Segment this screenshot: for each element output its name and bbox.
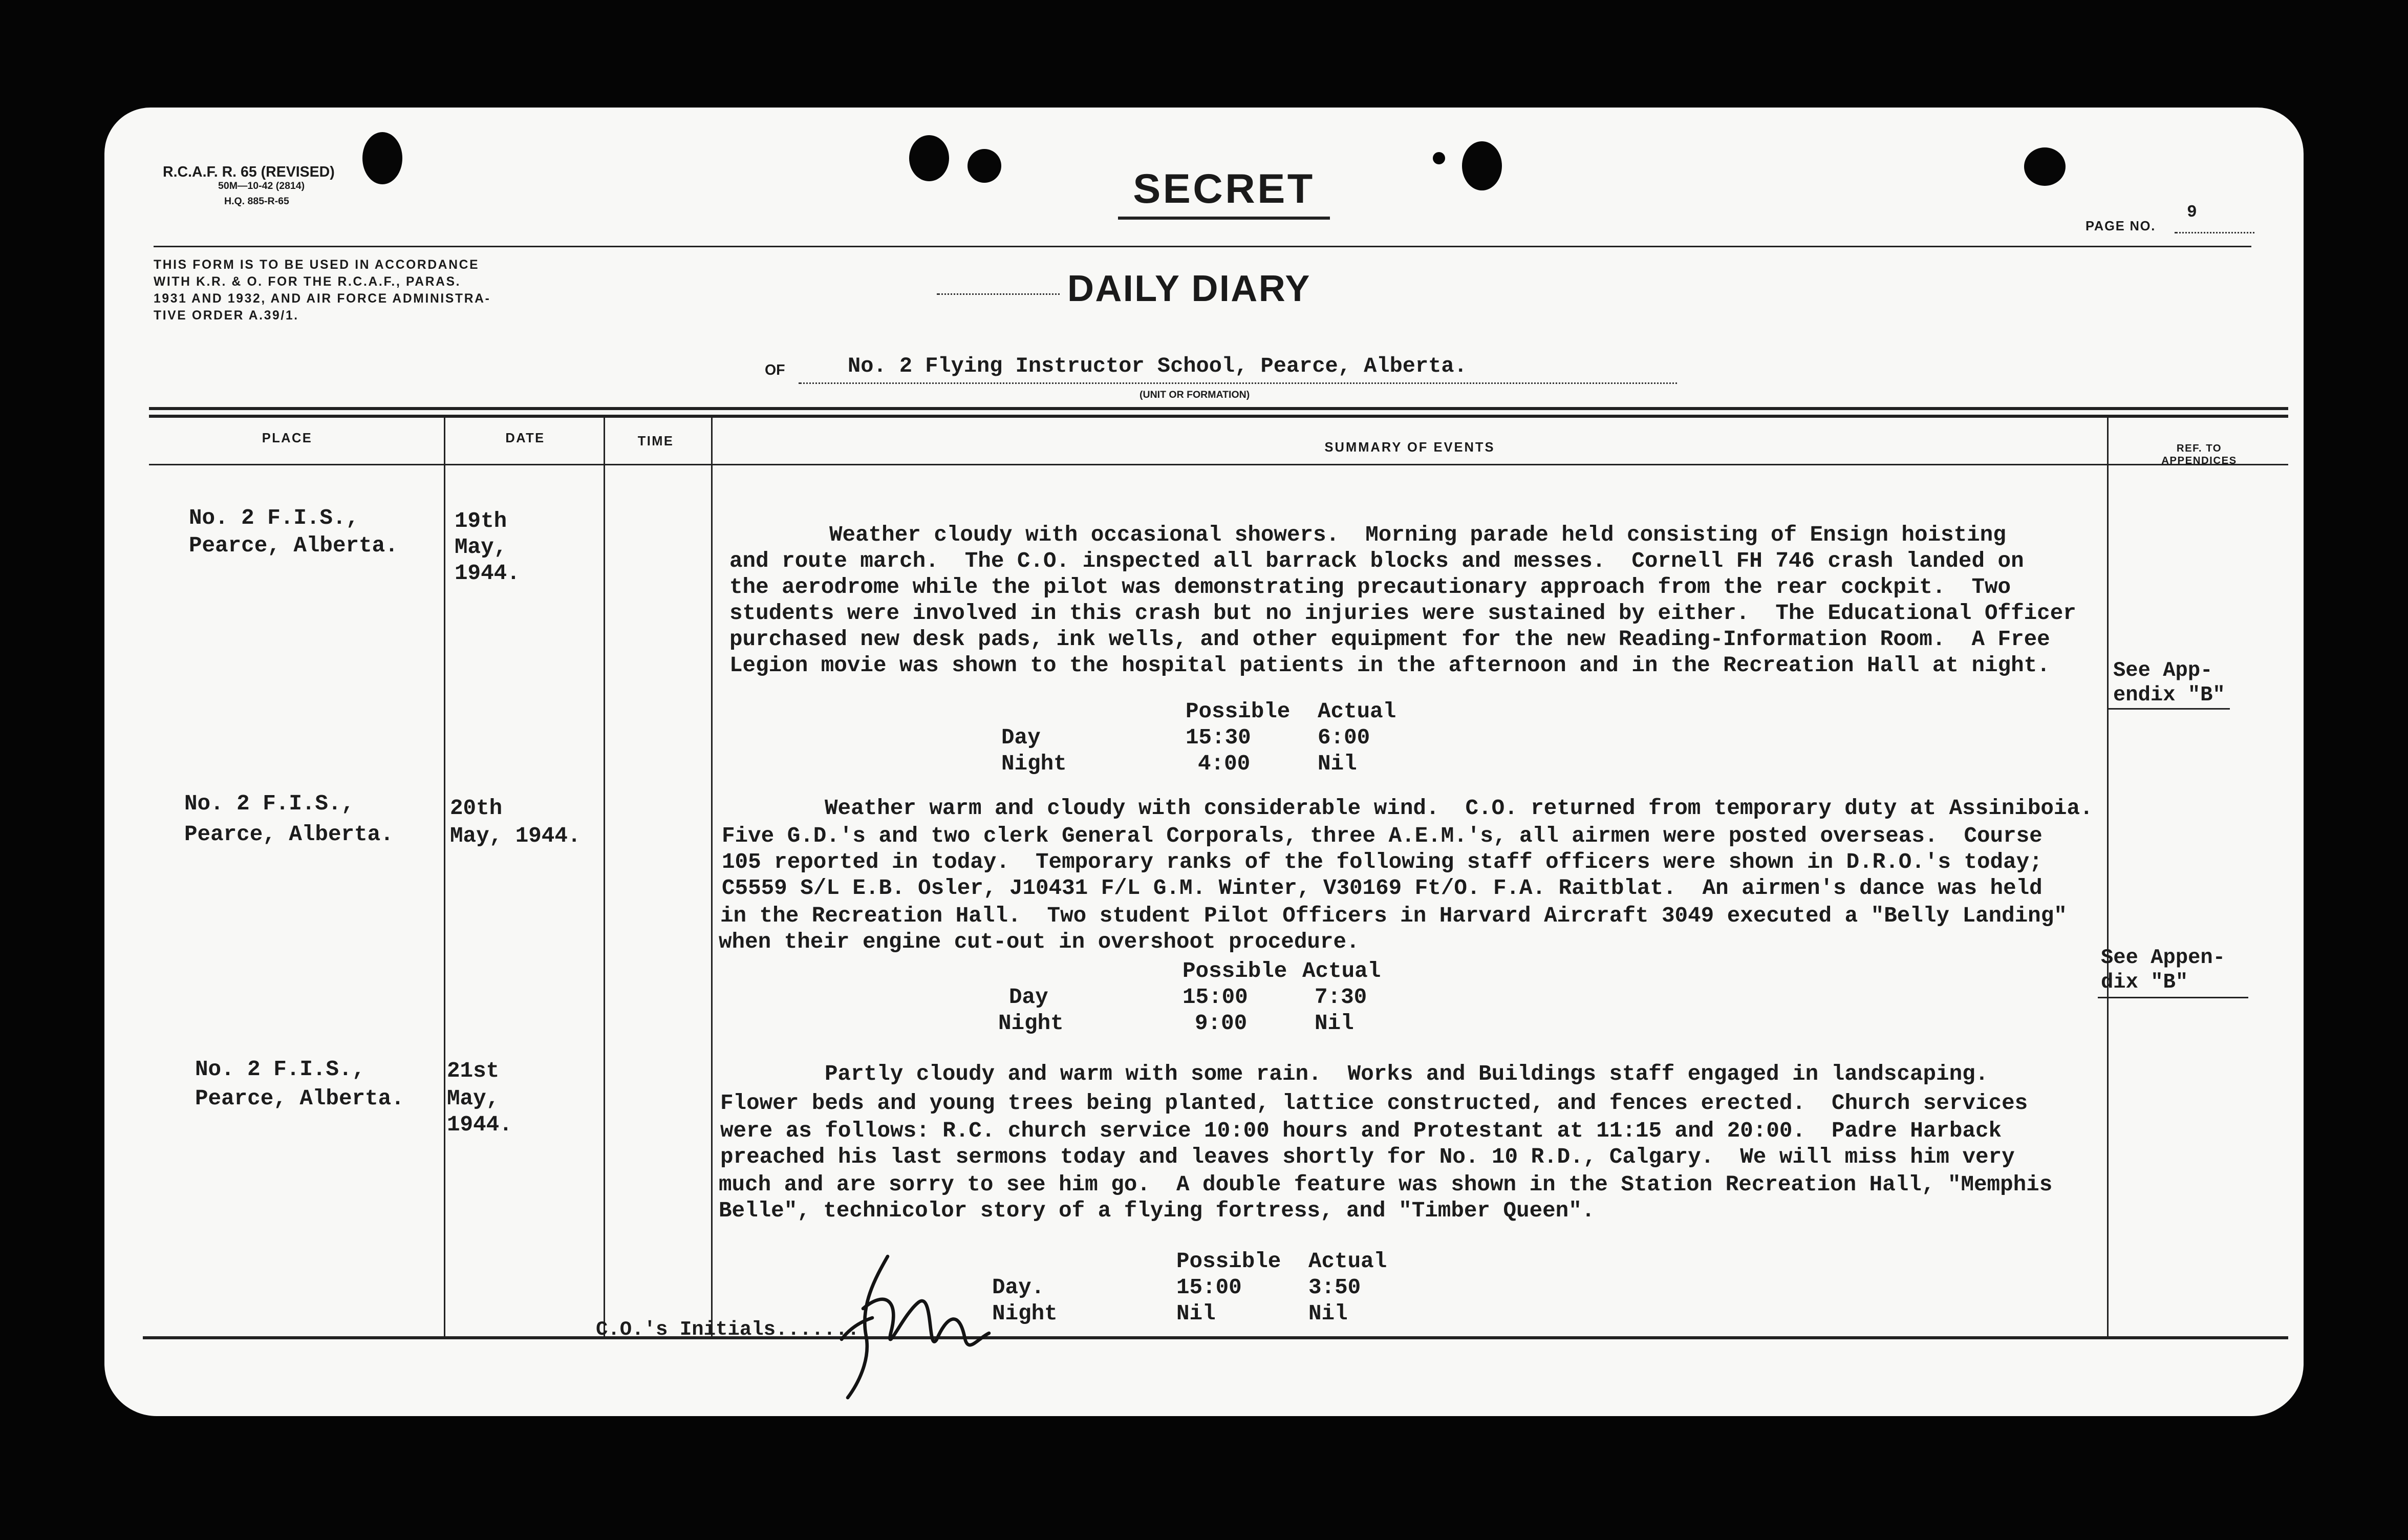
flying-actual: 7:30: [1315, 986, 1367, 1011]
flying-row-label: Night: [998, 1012, 1064, 1037]
summary-line: Weather cloudy with occasional showers. Morning parade held consisting of Ensign hoisting: [829, 524, 2006, 548]
summary-line: purchased new desk pads, ink wells, and other equipment for the new Reading-Information Room. A Free: [729, 628, 2050, 653]
actual-header: Actual: [1318, 700, 1396, 725]
flying-actual: Nil: [1308, 1302, 1348, 1327]
actual-header: Actual: [1302, 960, 1381, 985]
classification-underline: [1118, 217, 1330, 220]
flying-hours-table: [992, 1250, 1407, 1330]
form-instructions-line: WITH K.R. & O. FOR THE R.C.A.F., PARAS.: [154, 275, 461, 289]
print-code: 50M—10-42 (2814): [218, 181, 305, 192]
appendix-reference: dix "B": [2101, 972, 2188, 995]
unit-line: [799, 382, 1677, 384]
summary-line: students were involved in this crash but no injuries were sustained by either. The Educational Officer: [729, 602, 2076, 627]
column-divider: [2107, 416, 2109, 1336]
punch-hole: [2024, 147, 2066, 186]
flying-row-label: Night: [992, 1302, 1058, 1327]
date-line: 21st: [447, 1060, 500, 1084]
place-line: Pearce, Alberta.: [195, 1087, 404, 1112]
of-label: OF: [765, 362, 785, 379]
summary-line: Belle", technicolor story of a flying fortress, and "Timber Queen".: [719, 1200, 1595, 1224]
date-line: May, 1944.: [450, 825, 581, 849]
page-number: 9: [2187, 204, 2197, 223]
date-line: 20th: [450, 797, 503, 822]
column-header-ref: APPENDICES: [2161, 456, 2237, 467]
flying-possible: 15:00: [1182, 986, 1248, 1011]
flying-row-label: Night: [1001, 753, 1067, 777]
date-line: 19th: [455, 510, 507, 534]
form-instructions-line: THIS FORM IS TO BE USED IN ACCORDANCE: [154, 258, 480, 272]
column-header-place: PLACE: [262, 430, 313, 445]
punch-hole: [909, 135, 949, 181]
flying-possible: 4:00: [1198, 753, 1251, 777]
summary-line: and route march. The C.O. inspected all barrack blocks and messes. Cornell FH 746 crash landed on: [729, 550, 2024, 574]
summary-line: Partly cloudy and warm with some rain. Works and Buildings staff engaged in landscaping.: [825, 1063, 1989, 1087]
flying-row-label: Day: [1009, 986, 1048, 1011]
place-line: No. 2 F.I.S.,: [195, 1058, 365, 1083]
form-title: DAILY DIARY: [1067, 269, 1311, 310]
punch-hole: [362, 132, 402, 184]
punch-hole: [967, 149, 1001, 183]
summary-line: the aerodrome while the pilot was demonstrating precautionary approach from the rear cockpit. Two: [729, 576, 2011, 601]
summary-line: in the Recreation Hall. Two student Pilot Officers in Harvard Aircraft 3049 executed a "Belly Landing": [720, 905, 2067, 929]
column-header-ref: REF. TO: [2176, 444, 2222, 455]
classification-marking: SECRET: [1133, 166, 1315, 212]
summary-line: 105 reported in today. Temporary ranks of the following staff officers were shown in D.R.O.'s today;: [722, 851, 2042, 875]
form-number: R.C.A.F. R. 65 (REVISED): [163, 164, 335, 181]
possible-header: Possible: [1182, 960, 1287, 985]
form-instructions-line: TIVE ORDER A.39/1.: [154, 309, 299, 323]
summary-line: were as follows: R.C. church service 10:00 hours and Protestant at 11:15 and 20:00. Padre Harback: [720, 1120, 2002, 1144]
summary-line: much and are sorry to see him go. A double feature was shown in the Station Recreation Hall, "Memphis: [719, 1173, 2053, 1198]
date-line: 1944.: [455, 562, 520, 587]
place-line: Pearce, Alberta.: [189, 534, 398, 559]
summary-line: Flower beds and young trees being planted, lattice constructed, and fences erected. Church services: [720, 1092, 2028, 1117]
flying-actual: Nil: [1315, 1012, 1354, 1037]
column-header-summary: SUMMARY OF EVENTS: [1324, 439, 1495, 455]
appendix-underline: [2107, 708, 2230, 710]
flying-actual: 3:50: [1308, 1276, 1361, 1301]
hq-code: H.Q. 885-R-65: [224, 197, 289, 207]
flying-actual: Nil: [1318, 753, 1357, 777]
appendix-reference: See App-: [2113, 660, 2213, 683]
unit-caption: (UNIT OR FORMATION): [1140, 390, 1250, 401]
flying-possible: 15:30: [1186, 726, 1251, 751]
date-line: May,: [455, 536, 507, 561]
signature-scrawl: [829, 1247, 998, 1401]
table-top-rule: [149, 415, 2288, 417]
flying-possible: Nil: [1176, 1302, 1216, 1327]
possible-header: Possible: [1176, 1250, 1281, 1275]
flying-actual: 6:00: [1318, 726, 1370, 751]
title-leader: [937, 293, 1060, 295]
actual-header: Actual: [1308, 1250, 1387, 1275]
unit-name: No. 2 Flying Instructor School, Pearce, Alberta.: [848, 355, 1467, 379]
flying-possible: 15:00: [1176, 1276, 1242, 1301]
table-top-rule: [149, 407, 2288, 410]
column-divider: [604, 416, 606, 1336]
table-bottom-rule: [143, 1336, 2288, 1339]
column-header-time: TIME: [637, 433, 674, 448]
summary-line: preached his last sermons today and leaves shortly for No. 10 R.D., Calgary. We will miss him very: [720, 1146, 2015, 1170]
header-rule: [154, 246, 2251, 248]
summary-line: Legion movie was shown to the hospital patients in the afternoon and in the Recreation Hall at night.: [729, 654, 2050, 679]
flying-row-label: Day: [1001, 726, 1041, 751]
summary-line: Weather warm and cloudy with considerable wind. C.O. returned from temporary duty at Assiniboia.: [825, 797, 2093, 822]
punch-hole: [1462, 141, 1502, 190]
page-number-line: [2175, 232, 2254, 233]
summary-line: when their engine cut-out in overshoot procedure.: [719, 931, 1360, 955]
table-header-rule: [149, 464, 2288, 466]
place-line: No. 2 F.I.S.,: [184, 793, 355, 817]
column-header-date: DATE: [505, 430, 545, 445]
co-initials-label: C.O.'s Initials.......: [596, 1318, 859, 1341]
appendix-reference: See Appen-: [2101, 948, 2226, 971]
summary-line: C5559 S/L E.B. Osler, J10431 F/L G.M. Winter, V30169 Ft/O. F.A. Raitblat. An airmen's dance was held: [722, 877, 2042, 902]
form-instructions-line: 1931 AND 1932, AND AIR FORCE ADMINISTRA-: [154, 292, 491, 306]
place-line: No. 2 F.I.S.,: [189, 507, 359, 531]
appendix-underline: [2098, 997, 2248, 999]
punch-hole: [1433, 152, 1445, 164]
date-line: 1944.: [447, 1114, 512, 1138]
page-label: PAGE NO.: [2086, 218, 2156, 233]
flying-possible: 9:00: [1195, 1012, 1248, 1037]
summary-line: Five G.D.'s and two clerk General Corporals, three A.E.M.'s, all airmen were posted overseas. Course: [722, 825, 2042, 849]
date-line: May,: [447, 1087, 500, 1112]
column-divider: [444, 416, 446, 1336]
flying-hours-table: [1001, 700, 1416, 780]
column-divider: [711, 416, 713, 1336]
flying-hours-table: [998, 960, 1413, 1040]
place-line: Pearce, Alberta.: [184, 823, 394, 848]
possible-header: Possible: [1186, 700, 1291, 725]
flying-row-label: Day.: [992, 1276, 1045, 1301]
appendix-reference: endix "B": [2113, 685, 2225, 708]
